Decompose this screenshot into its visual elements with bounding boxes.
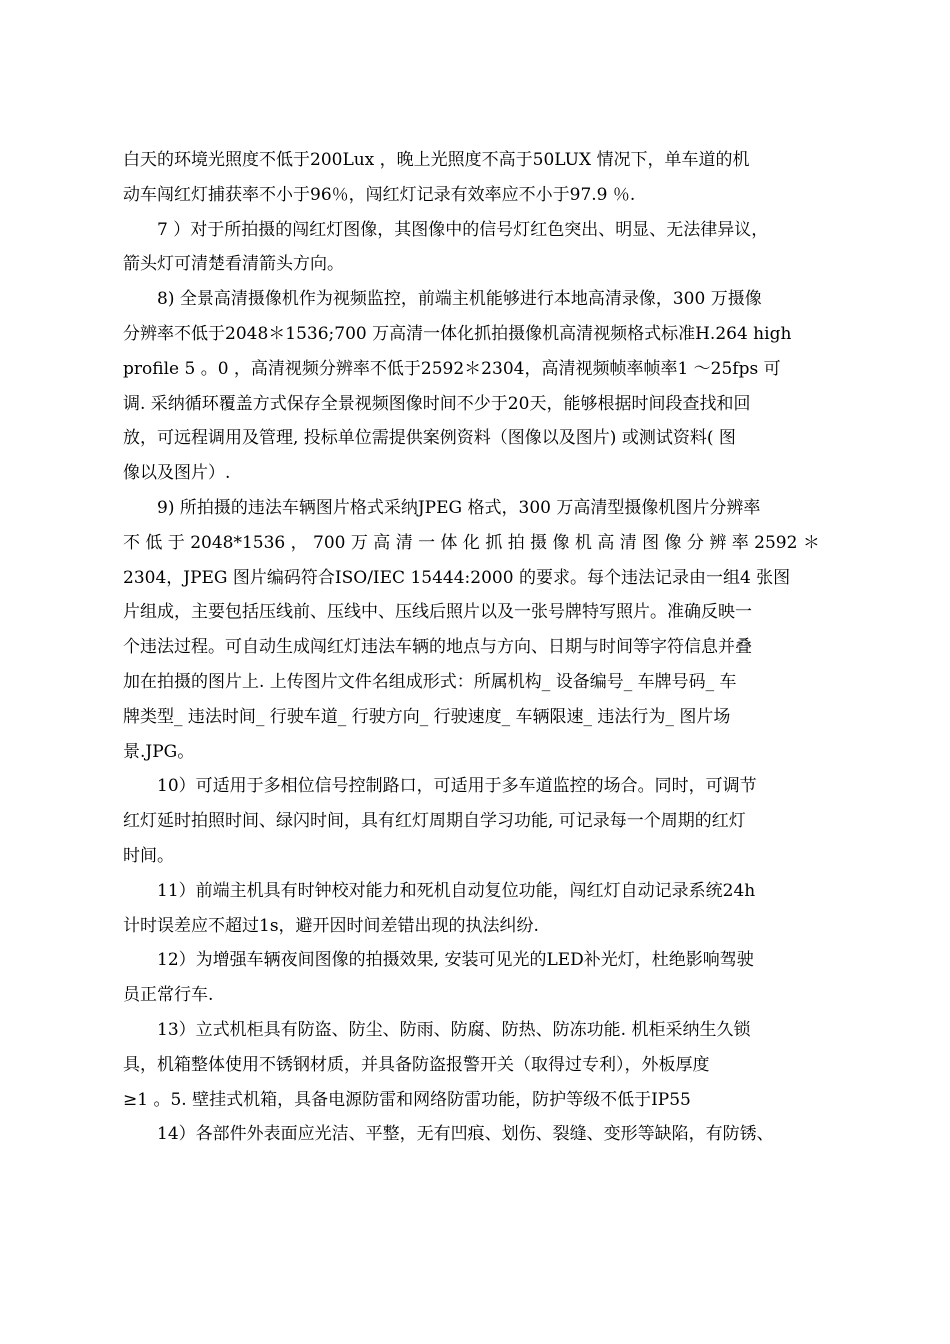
paragraph-item-12: 12）为增强车辆夜间图像的拍摄效果, 安装可见光的LED补光灯，杜绝影响驾驶 员正常行车. xyxy=(123,950,754,1006)
paragraph-item-13: 13）立式机柜具有防盗、防尘、防雨、防腐、防热、防冻功能. 机柜采纳生久锁 具，机箱整体使用不锈钢材质，并具备防盗报警开关（取得过专利），外板厚度 ≥1 。5. 壁挂式机箱，具备电源防雷和网络防雷功能，防护等级不低于IP55 xyxy=(123,1019,751,1110)
paragraph-item-9: 9) 所拍摄的违法车辆图片格式采纳JPEG 格式，300 万高清型摄像机图片分辨率 不 低 于 2048*1536 ， 700 万 高 清 一 体 化 抓 拍 摄 像 机 高 清 图 像 分 辨 率 2592 ＊ 2304，JPEG 图片编码符合ISO/IEC 15444:2000 的要求。每个违法记录由一组4 张图 片组成，主要包括压线前、压线中、压线后照片以及一张号牌特写照片。准确反映一 个违法过程。可自动生成闯红灯违法车辆的地点与方向、日期与时间等字符信息并叠 加在拍摄的图片上. 上传图片文件名组成形式：所属机构_ 设备编号_ 车牌号码_ 车 牌类型_ 违法时间_ 行驶车道_ 行驶方向_ 行驶速度_ 车辆限速_ 违法行为_ 图片场 景.JPG。 xyxy=(123,497,820,762)
paragraph-item-10: 10）可适用于多相位信号控制路口，可适用于多车道监控的场合。同时，可调节 红灯延时拍照时间、绿闪时间，具有红灯周期自学习功能, 可记录每一个周期的红灯 时间。 xyxy=(123,776,757,866)
paragraph-item-11: 11）前端主机具有时钟校对能力和死机自动复位功能，闯红灯自动记录系统24h 计时误差应不超过1s，避开因时间差错出现的执法纠纷. xyxy=(123,880,756,936)
paragraph-item-14: 14）各部件外表面应光洁、平整，无有凹痕、划伤、裂缝、变形等缺陷，有防锈、 xyxy=(157,1124,774,1145)
document-body xyxy=(123,143,835,1152)
paragraph-item-8: 8) 全景高清摄像机作为视频监控，前端主机能够进行本地高清录像，300 万摄像 分辨率不低于2048＊1536;700 万高清一体化抓拍摄像机高清视频格式标准H.264 high profile 5 。0 ，高清视频分辨率不低于2592＊2304，高清视频帧率帧率1 ～25fps 可 调. 采纳循环覆盖方式保存全景视频图像时间不少于20天，能够根据时间段查找和回 放，可远程调用及管理, 投标单位需提供案例资料（图像以及图片) 或测试资料( 图 像以及图片）. xyxy=(123,289,792,484)
paragraph-light-conditions: 白天的环境光照度不低于200Lux ，晚上光照度不高于50LUX 情况下，单车道的机 动车闯红灯捕获率不小于96％，闯红灯记录有效率应不小于97.9 ％. xyxy=(123,150,750,205)
paragraph-item-7: 7 ）对于所拍摄的闯红灯图像，其图像中的信号灯红色突出、明显、无法律异议， 箭头灯可清楚看清箭头方向。 xyxy=(123,219,769,275)
